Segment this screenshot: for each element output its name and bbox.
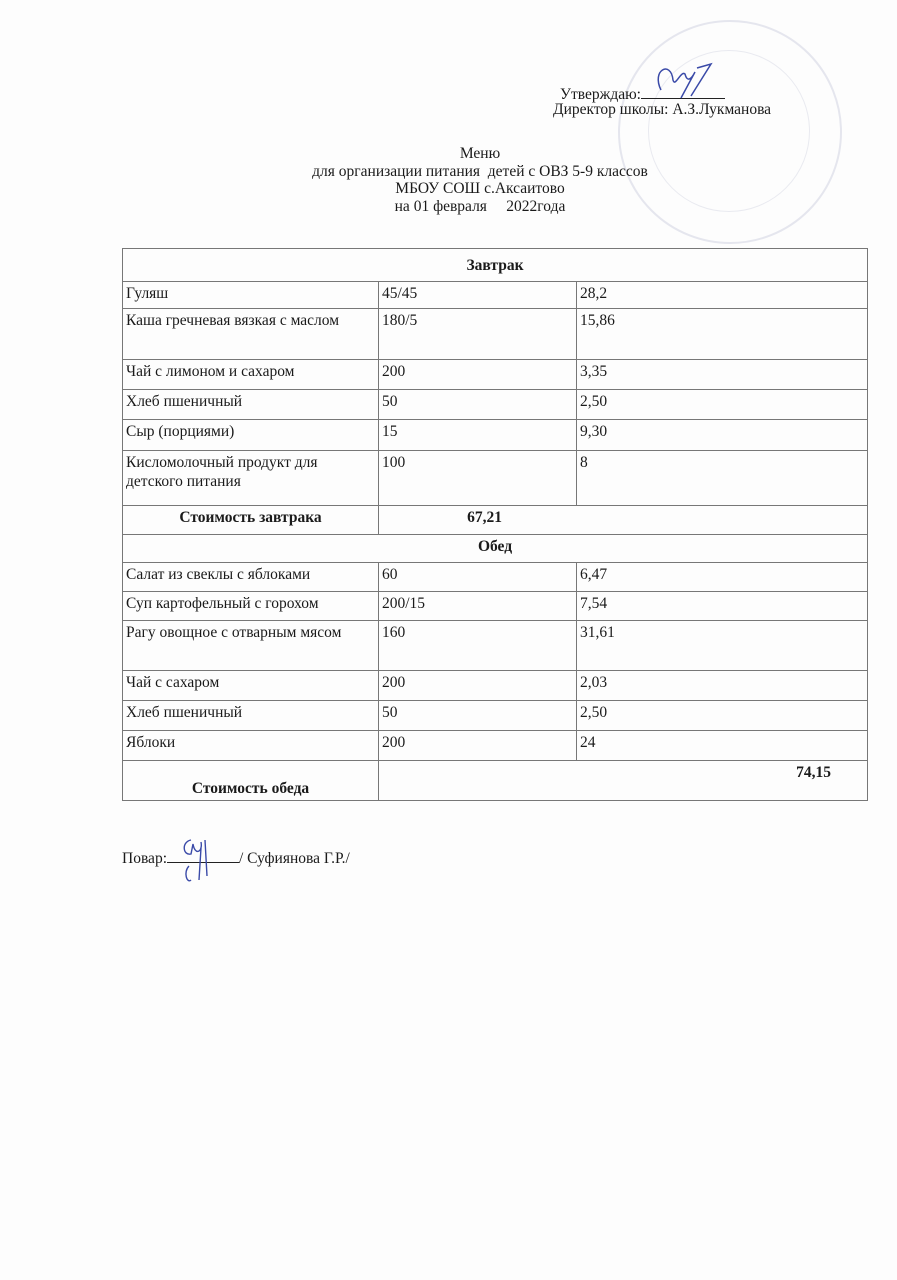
table-row [123, 731, 868, 761]
director-line: Директор школы: А.З.Лукманова [553, 101, 772, 118]
table-row [123, 592, 868, 621]
dish-portion: 200 [379, 671, 577, 701]
dish-name: Яблоки [123, 731, 379, 761]
dish-portion: 180/5 [379, 309, 577, 360]
breakfast-total-row [123, 506, 868, 535]
cook-signature [167, 848, 239, 863]
table-row [123, 563, 868, 592]
dish-price: 9,30 [577, 420, 868, 451]
dish-price: 3,35 [577, 360, 868, 390]
director-signature-icon [651, 60, 735, 100]
total-value: 74,15 [379, 761, 868, 801]
dish-portion: 60 [379, 563, 577, 592]
dish-name: Хлеб пшеничный [123, 390, 379, 420]
dish-name: Суп картофельный с горохом [123, 592, 379, 621]
dish-price: 2,03 [577, 671, 868, 701]
total-value: 67,21 [379, 506, 868, 535]
dish-portion: 50 [379, 390, 577, 420]
dish-name: Рагу овощное с отварным мясом [123, 621, 379, 671]
dish-price: 2,50 [577, 701, 868, 731]
section-header-breakfast [123, 249, 868, 282]
dish-name: Салат из свеклы с яблоками [123, 563, 379, 592]
title-line-1: Меню [459, 145, 501, 162]
dish-name: Чай с сахаром [123, 671, 379, 701]
dish-name: Хлеб пшеничный [123, 701, 379, 731]
total-label: Стоимость обеда [123, 761, 379, 801]
title-line-3: МБОУ СОШ с.Аксаитово [395, 180, 565, 197]
total-label: Стоимость завтрака [123, 506, 379, 535]
dish-portion: 200 [379, 731, 577, 761]
table-row [123, 621, 868, 671]
dish-name: Каша гречневая вязкая с маслом [123, 309, 379, 360]
table-row [123, 390, 868, 420]
director-signature [641, 84, 725, 99]
dish-name: Гуляш [123, 282, 379, 309]
document-title [0, 145, 897, 215]
table-row [123, 282, 868, 309]
dish-name: Кисломолочный продукт для детского питания [123, 451, 379, 506]
table-row [123, 360, 868, 390]
dish-portion: 100 [379, 451, 577, 506]
cook-name: / Суфиянова Г.Р./ [239, 850, 350, 867]
dish-portion: 15 [379, 420, 577, 451]
table-row [123, 671, 868, 701]
lunch-total-row [123, 761, 868, 801]
dish-price: 31,61 [577, 621, 868, 671]
dish-price: 2,50 [577, 390, 868, 420]
dish-name: Сыр (порциями) [123, 420, 379, 451]
dish-price: 6,47 [577, 563, 868, 592]
dish-portion: 45/45 [379, 282, 577, 309]
title-line-4: на 01 февраля 2022года [394, 197, 566, 215]
table-row [123, 420, 868, 451]
table-row [123, 451, 868, 506]
dish-portion: 50 [379, 701, 577, 731]
dish-price: 28,2 [577, 282, 868, 309]
menu-table [122, 248, 868, 801]
dish-portion: 160 [379, 621, 577, 671]
breakfast-header: Завтрак [123, 249, 868, 282]
dish-price: 7,54 [577, 592, 868, 621]
cook-line [122, 848, 350, 868]
dish-portion: 200 [379, 360, 577, 390]
cook-label: Повар: [122, 850, 167, 867]
table-row [123, 309, 868, 360]
title-line-2: для организации питания детей с ОВЗ 5-9 классов [312, 162, 648, 180]
dish-portion: 200/15 [379, 592, 577, 621]
dish-price: 24 [577, 731, 868, 761]
section-header-lunch [123, 535, 868, 563]
lunch-header: Обед [123, 535, 868, 563]
dish-name: Чай с лимоном и сахаром [123, 360, 379, 390]
dish-price: 15,86 [577, 309, 868, 360]
cook-signature-icon [179, 836, 239, 886]
table-row [123, 701, 868, 731]
approve-label: Утверждаю: [560, 86, 641, 103]
dish-price: 8 [577, 451, 868, 506]
